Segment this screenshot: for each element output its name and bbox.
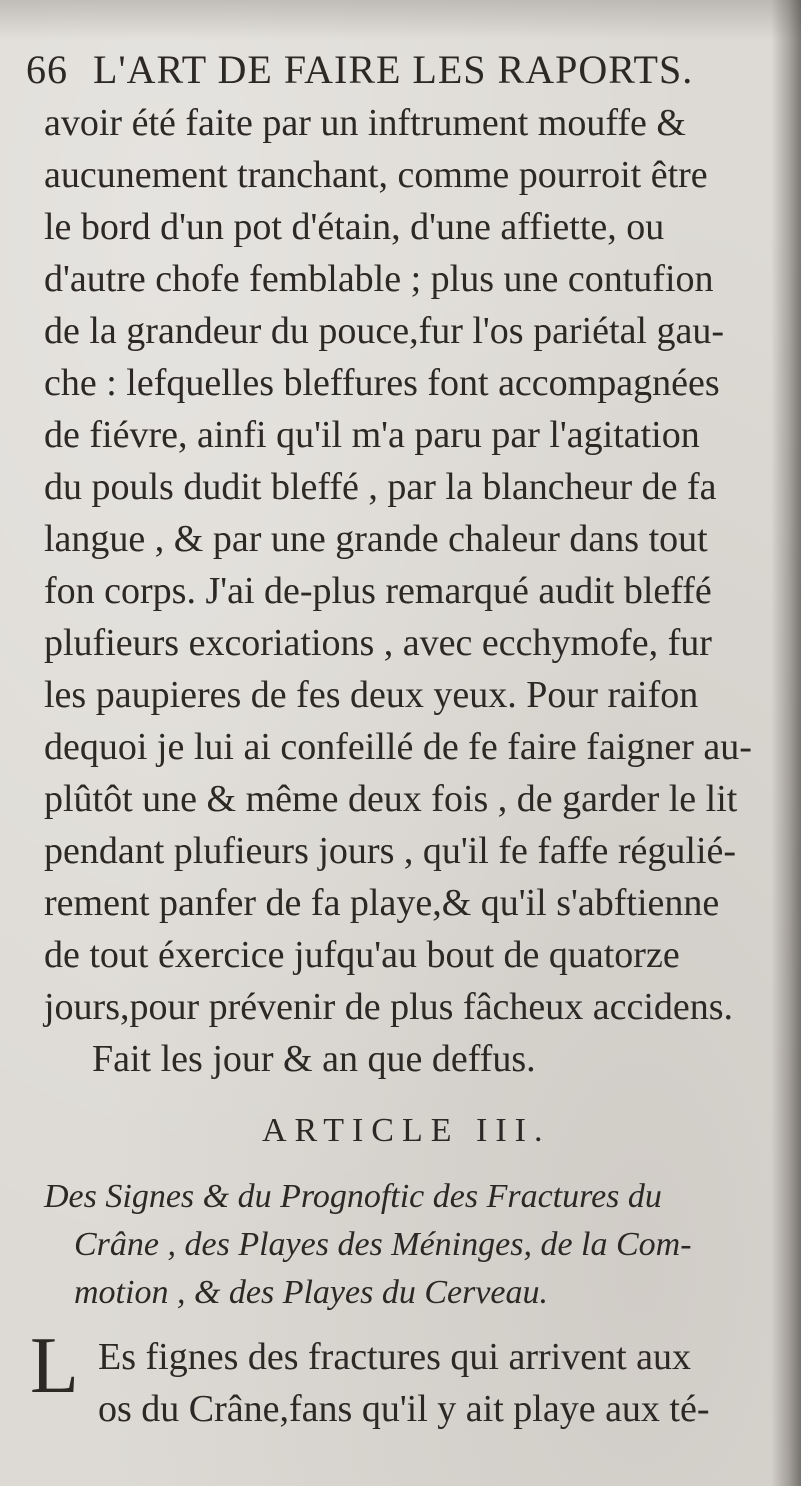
article-heading: ARTICLE III. — [262, 1112, 551, 1149]
text-line: plufieurs excoriations , avec ecchymofe, fur — [44, 622, 712, 664]
text-line: pendant plufieurs jours , qu'il fe faffe régulié- — [44, 830, 737, 872]
text-line: de fiévre, ainfi qu'il m'a paru par l'agitation — [44, 414, 700, 456]
page-binding-shadow — [771, 0, 801, 1486]
page-top-shadow — [0, 0, 801, 40]
text-line: le bord d'un pot d'étain, d'une affiette, ou — [44, 206, 665, 248]
page-number: 66 — [26, 47, 68, 92]
text-line: les paupieres de fes deux yeux. Pour raifon — [44, 674, 699, 716]
drop-cap: L — [30, 1322, 79, 1410]
text-line: Es fignes des fractures qui arrivent aux — [98, 1336, 692, 1378]
running-header — [26, 46, 766, 93]
text-line: de tout éxercice jufqu'au bout de quatorze — [44, 934, 680, 976]
text-line: os du Crâne,fans qu'il y ait playe aux té- — [98, 1388, 710, 1430]
text-line: aucunement tranchant, comme pourroit être — [44, 154, 708, 196]
text-line: du pouls dudit bleffé , par la blancheur de fa — [44, 466, 717, 508]
article-title-line: Crâne , des Playes des Méninges, de la Com- — [74, 1226, 692, 1263]
text-line: jours,pour prévenir de plus fâcheux accidens. — [44, 986, 734, 1028]
text-line: che : lefquelles bleffures font accompagnées — [44, 362, 720, 404]
text-line: fon corps. J'ai de-plus remarqué audit bleffé — [44, 570, 712, 612]
text-line: de la grandeur du pouce,fur l'os pariétal gau- — [44, 310, 725, 352]
text-line: dequoi je lui ai confeillé de fe faire faigner au- — [44, 726, 752, 768]
text-line: plûtôt une & même deux fois , de garder le lit — [44, 778, 738, 820]
article-title-line: motion , & des Playes du Cerveau. — [74, 1274, 549, 1311]
text-line: rement panfer de fa playe,& qu'il s'abftienne — [44, 882, 720, 924]
text-line: d'autre chofe femblable ; plus une contufion — [44, 258, 714, 300]
text-line: Fait les jour & an que deffus. — [92, 1038, 536, 1080]
text-line: avoir été faite par un inftrument mouffe & — [44, 102, 686, 144]
running-title: L'ART DE FAIRE LES RAPORTS. — [93, 47, 694, 92]
text-line: langue , & par une grande chaleur dans tout — [44, 518, 708, 560]
article-title-line: Des Signes & du Prognoftic des Fractures du — [44, 1178, 662, 1215]
